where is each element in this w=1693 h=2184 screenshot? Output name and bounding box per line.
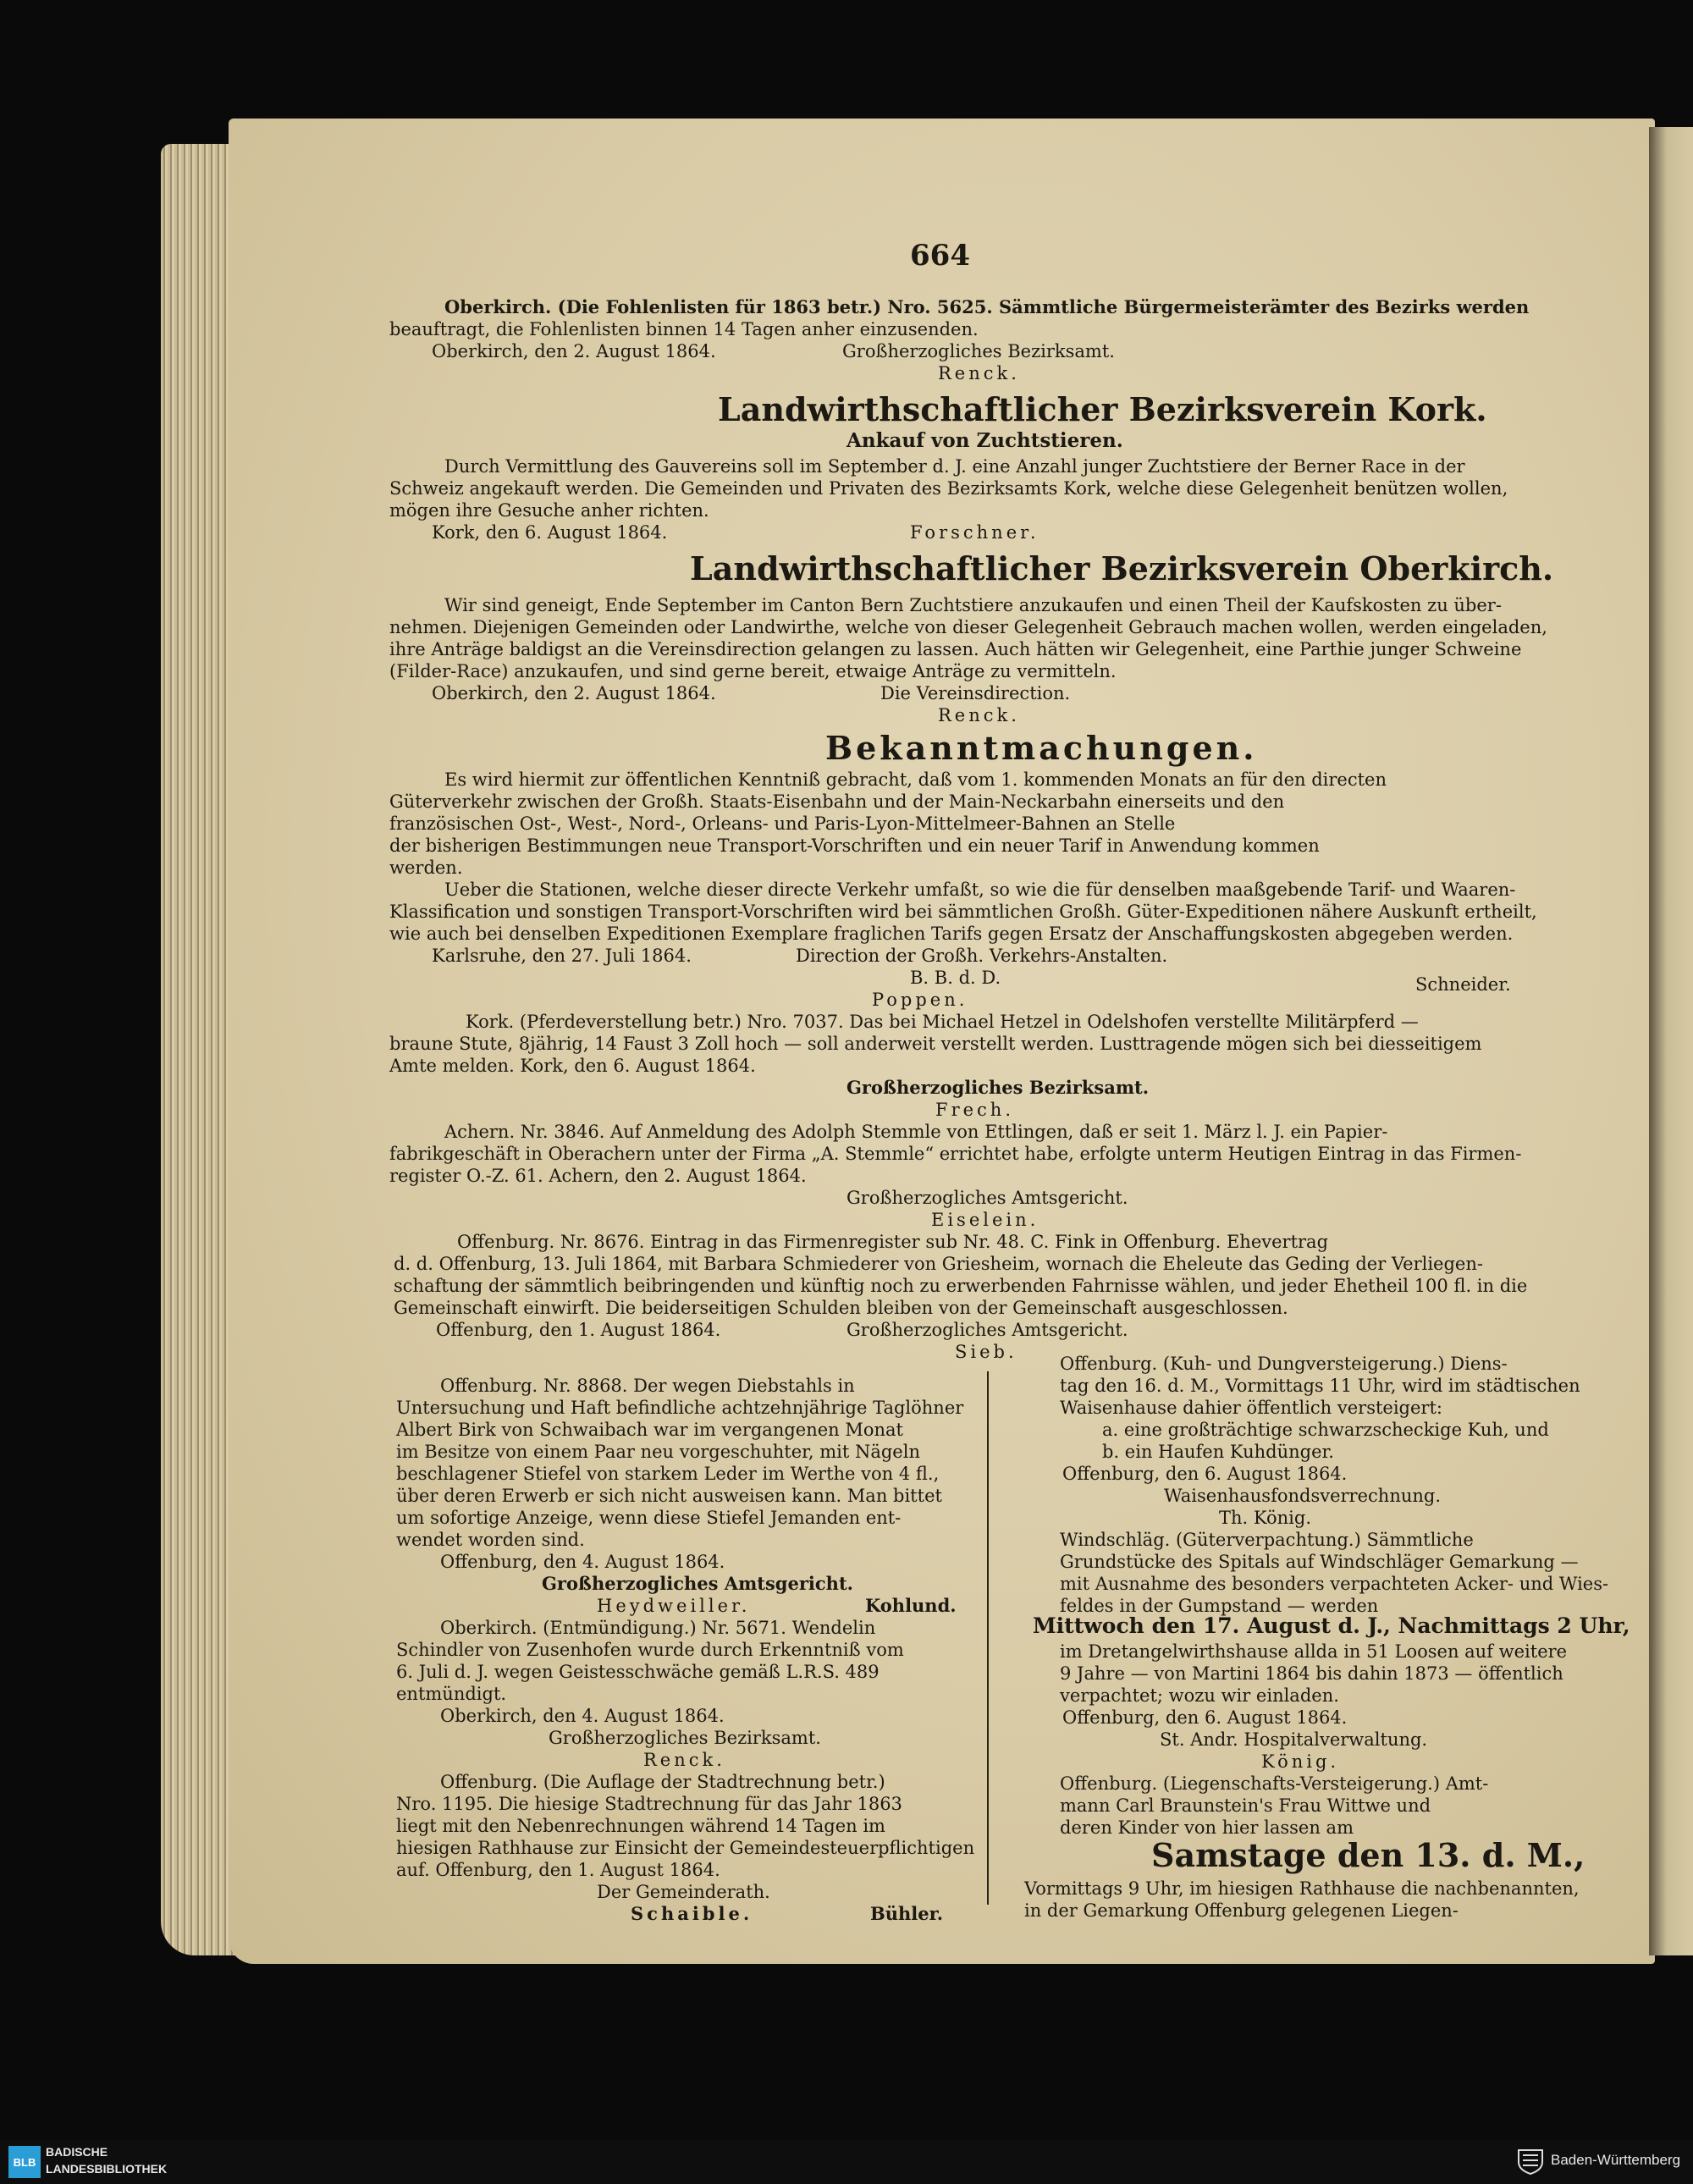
text-line: Offenburg, den 6. August 1864. [1062, 1707, 1348, 1728]
text-line: Landwirthschaftlicher Bezirksverein Oberkirch. [690, 549, 1554, 587]
text-line: feldes in der Gumpstand — werden [1060, 1596, 1379, 1616]
blb-logo[interactable]: BLB [8, 2146, 41, 2178]
text-line: Heydweiller. [597, 1596, 751, 1616]
text-line: Achern. Nr. 3846. Auf Anmeldung des Adolph Stemmle von Ettlingen, daß er seit 1. März l. J. ein Papier- [444, 1122, 1388, 1142]
text-line: verpachtet; wozu wir einladen. [1060, 1685, 1339, 1706]
text-line: schaftung der sämmtlich beibringenden und künftig noch zu erwerbenden Fahrnisse wählen, und jeder Ehetheil 100 fl. in die [394, 1276, 1528, 1296]
text-line: Vormittags 9 Uhr, im hiesigen Rathhause die nachbenannten, [1024, 1878, 1580, 1899]
text-line: 6. Juli d. J. wegen Geistesschwäche gemäß L.R.S. 489 [396, 1662, 880, 1682]
text-line: Offenburg. (Liegenschafts-Versteigerung.) Amt- [1060, 1773, 1489, 1794]
text-line: Der Gemeinderath. [597, 1882, 770, 1902]
text-line: Großherzogliches Bezirksamt. [549, 1728, 821, 1748]
text-line: Renck. [643, 1750, 725, 1770]
text-line: fabrikgeschäft in Oberachern unter der Firma „A. Stemmle“ errichtet habe, erfolgte unterm Heutigen Eintrag in das Firmen- [389, 1144, 1522, 1164]
text-line: register O.-Z. 61. Achern, den 2. August 1864. [389, 1166, 807, 1186]
text-line: König. [1261, 1751, 1340, 1772]
text-line: Mittwoch den 17. August d. J., Nachmittags 2 Uhr, [1033, 1613, 1630, 1638]
text-line: Poppen. [872, 990, 968, 1010]
text-line: B. B. d. D. [910, 968, 1001, 988]
text-line: Oberkirch, den 2. August 1864. [432, 341, 716, 361]
text-line: Offenburg, den 1. August 1864. [436, 1320, 721, 1340]
text-line: wie auch bei denselben Expeditionen Exemplare fraglichen Tarifs gegen Ersatz der Anschaffungskosten abgegeben werden. [389, 924, 1514, 944]
text-line: 9 Jahre — von Martini 1864 bis dahin 1873 — öffentlich [1060, 1663, 1563, 1684]
text-line: Waisenhausfondsverrechnung. [1164, 1486, 1442, 1506]
text-line: Landwirthschaftlicher Bezirksverein Kork. [718, 390, 1487, 428]
library-name[interactable] [46, 2143, 167, 2177]
text-line: Es wird hiermit zur öffentlichen Kenntniß gebracht, daß vom 1. kommenden Monats an für den directen [444, 769, 1387, 790]
text-line: beschlagener Stiefel von starkem Leder im Werthe von 4 fl., [396, 1464, 940, 1484]
text-line: Kork. (Pferdeverstellung betr.) Nro. 7037. Das bei Michael Hetzel in Odelshofen verstellte Militärpferd — [466, 1012, 1419, 1032]
text-line: Bekanntmachungen. [825, 729, 1258, 767]
text-line: Schindler von Zusenhofen wurde durch Erkenntniß vom [396, 1640, 904, 1660]
text-line: der bisherigen Bestimmungen neue Transport-Vorschriften und ein neuer Tarif in Anwendung kommen [389, 836, 1320, 856]
text-line: werden. [389, 858, 463, 878]
column-separator [987, 1371, 989, 1905]
text-line: St. Andr. Hospitalverwaltung. [1160, 1729, 1428, 1750]
text-line: Schaible. [631, 1903, 753, 1924]
text-line: Großherzogliches Amtsgericht. [846, 1188, 1128, 1208]
text-line: Renck. [938, 363, 1020, 383]
text-line: Samstage den 13. d. M., [1151, 1836, 1585, 1874]
text-line: tag den 16. d. M., Vormittags 11 Uhr, wird im städtischen [1060, 1376, 1580, 1396]
text-line: im Dretangelwirthshause allda in 51 Loosen auf weitere [1060, 1641, 1568, 1662]
text-line: hiesigen Rathhause zur Einsicht der Gemeindesteuerpflichtigen [396, 1838, 975, 1858]
text-line: Großherzogliches Bezirksamt. [846, 1077, 1150, 1098]
text-line: Renck. [938, 705, 1020, 725]
viewer-footer [0, 2140, 1693, 2184]
text-line: Forschner. [910, 522, 1040, 543]
text-line: Schneider. [1415, 974, 1511, 995]
text-line: Waisenhause dahier öffentlich versteigert: [1060, 1398, 1442, 1418]
text-line: Schweiz angekauft werden. Die Gemeinden und Privaten des Bezirksamts Kork, welche diese Gelegenheit benützen wollen, [389, 478, 1508, 499]
text-line: Offenburg, den 4. August 1864. [440, 1552, 725, 1572]
text-line: in der Gemarkung Offenburg gelegenen Liegen- [1024, 1900, 1459, 1921]
text-line: Oberkirch, den 2. August 1864. [432, 683, 716, 703]
text-line: Oberkirch, den 4. August 1864. [440, 1706, 725, 1726]
text-line: Klassification und sonstigen Transport-Vorschriften wird bei sämmtlichen Großh. Güter-Expeditionen nähere Auskunft ertheilt, [389, 902, 1537, 922]
text-line: Großherzogliches Amtsgericht. [542, 1573, 853, 1594]
page-number: 664 [910, 239, 970, 273]
text-line: Grundstücke des Spitals auf Windschläger Gemarkung — [1060, 1552, 1579, 1572]
text-line: auf. Offenburg, den 1. August 1864. [396, 1860, 720, 1880]
text-line: Frech. [935, 1100, 1014, 1120]
text-line: Offenburg. Nr. 8676. Eintrag in das Firmenregister sub Nr. 48. C. Fink in Offenburg. Ehevertrag [457, 1232, 1329, 1252]
text-line: mann Carl Braunstein's Frau Wittwe und [1060, 1795, 1431, 1816]
text-line: Sieb. [955, 1342, 1017, 1362]
text-line: Windschläg. (Güterverpachtung.) Sämmtliche [1060, 1530, 1474, 1550]
text-line: Offenburg. (Kuh- und Dungversteigerung.) Diens- [1060, 1354, 1508, 1374]
text-line: entmündigt. [396, 1684, 507, 1704]
text-line: Albert Birk von Schwaibach war im vergangenen Monat [396, 1420, 903, 1440]
text-line: Offenburg. (Die Auflage der Stadtrechnung betr.) [440, 1772, 885, 1792]
text-line: a. eine großträchtige schwarzscheckige Kuh, und [1102, 1420, 1549, 1440]
text-line: wendet worden sind. [396, 1530, 585, 1550]
facing-page-edge [1649, 127, 1693, 1955]
text-line: Oberkirch. (Die Fohlenlisten für 1863 betr.) Nro. 5625. Sämmtliche Bürgermeisterämter des Bezirks werden [444, 296, 1530, 317]
text-line: Kohlund. [865, 1595, 957, 1616]
text-line: Th. König. [1219, 1508, 1312, 1528]
text-line: ihre Anträge baldigst an die Vereinsdirection gelangen zu lassen. Auch hätten wir Gelegenheit, eine Parthie junger Schweine [389, 639, 1522, 659]
text-line: Kork, den 6. August 1864. [432, 522, 668, 543]
text-line: über deren Erwerb er sich nicht ausweisen kann. Man bittet [396, 1486, 942, 1506]
text-line: Offenburg. Nr. 8868. Der wegen Diebstahls in [440, 1376, 855, 1396]
text-line: (Filder-Race) anzukaufen, und sind gerne bereit, etwaige Anträge zu vermitteln. [389, 661, 1117, 681]
library-name-line2: LANDESBIBLIOTHEK [46, 2162, 168, 2176]
text-line: im Besitze von einem Paar neu vorgeschuhter, mit Nägeln [396, 1442, 920, 1462]
state-label[interactable]: Baden-Württemberg [1551, 2152, 1681, 2168]
text-line: Großherzogliches Amtsgericht. [846, 1320, 1128, 1340]
text-line: Die Vereinsdirection. [880, 683, 1071, 703]
library-name-line1: BADISCHE [46, 2145, 108, 2159]
text-line: Nro. 1195. Die hiesige Stadtrechnung für das Jahr 1863 [396, 1794, 902, 1814]
text-line: um sofortige Anzeige, wenn diese Stiefel Jemanden ent- [396, 1508, 902, 1528]
text-line: Wir sind geneigt, Ende September im Canton Bern Zuchtstiere anzukaufen und einen Theil der Kaufskosten zu über- [444, 595, 1502, 615]
text-line: Durch Vermittlung des Gauvereins soll im September d. J. eine Anzahl junger Zuchtstiere der Berner Race in der [444, 456, 1465, 477]
text-line: braune Stute, 8jährig, 14 Faust 3 Zoll hoch — soll anderweit verstellt werden. Lusttragende mögen sich bei diesseitigem [389, 1034, 1482, 1054]
text-line: d. d. Offenburg, 13. Juli 1864, mit Barbara Schmiederer von Griesheim, wornach die Eheleute das Geding der Verliegen- [394, 1254, 1483, 1274]
text-line: Oberkirch. (Entmündigung.) Nr. 5671. Wendelin [440, 1618, 876, 1638]
text-line: Bühler. [870, 1903, 944, 1924]
book-page-edges [161, 144, 237, 1955]
text-line: beauftragt, die Fohlenlisten binnen 14 Tagen anher einzusenden. [389, 319, 979, 339]
bw-lions-icon [1515, 2145, 1546, 2176]
text-line: Eiselein. [931, 1210, 1040, 1230]
text-line: Ankauf von Zuchtstieren. [846, 429, 1123, 452]
text-line: französischen Ost-, West-, Nord-, Orleans- und Paris-Lyon-Mittelmeer-Bahnen an Stelle [389, 813, 1176, 834]
text-line: Offenburg, den 6. August 1864. [1062, 1464, 1348, 1484]
text-line: Großherzogliches Bezirksamt. [842, 341, 1115, 361]
text-line: Untersuchung und Haft befindliche achtzehnjährige Taglöhner [396, 1398, 964, 1418]
text-line: b. ein Haufen Kuhdünger. [1102, 1442, 1334, 1462]
text-line: deren Kinder von hier lassen am [1060, 1817, 1354, 1838]
text-line: Gemeinschaft einwirft. Die beiderseitigen Schulden bleiben von der Gemeinschaft ausgeschlossen. [394, 1298, 1288, 1318]
text-line: Direction der Großh. Verkehrs-Anstalten. [796, 946, 1168, 966]
text-line: Karlsruhe, den 27. Juli 1864. [432, 946, 692, 966]
text-line: Güterverkehr zwischen der Großh. Staats-Eisenbahn und der Main-Neckarbahn einerseits und den [389, 791, 1285, 812]
text-line: mögen ihre Gesuche anher richten. [389, 500, 709, 521]
text-line: liegt mit den Nebenrechnungen während 14 Tagen im [396, 1816, 885, 1836]
text-line: Amte melden. Kork, den 6. August 1864. [389, 1056, 756, 1076]
text-line: Ueber die Stationen, welche dieser directe Verkehr umfaßt, so wie die für denselben maaßgebende Tarif- und Waaren- [444, 880, 1516, 900]
text-line: mit Ausnahme des besonders verpachteten Acker- und Wies- [1060, 1574, 1609, 1594]
text-line: nehmen. Diejenigen Gemeinden oder Landwirthe, welche von dieser Gelegenheit Gebrauch machen wollen, werden eingeladen, [389, 617, 1547, 637]
